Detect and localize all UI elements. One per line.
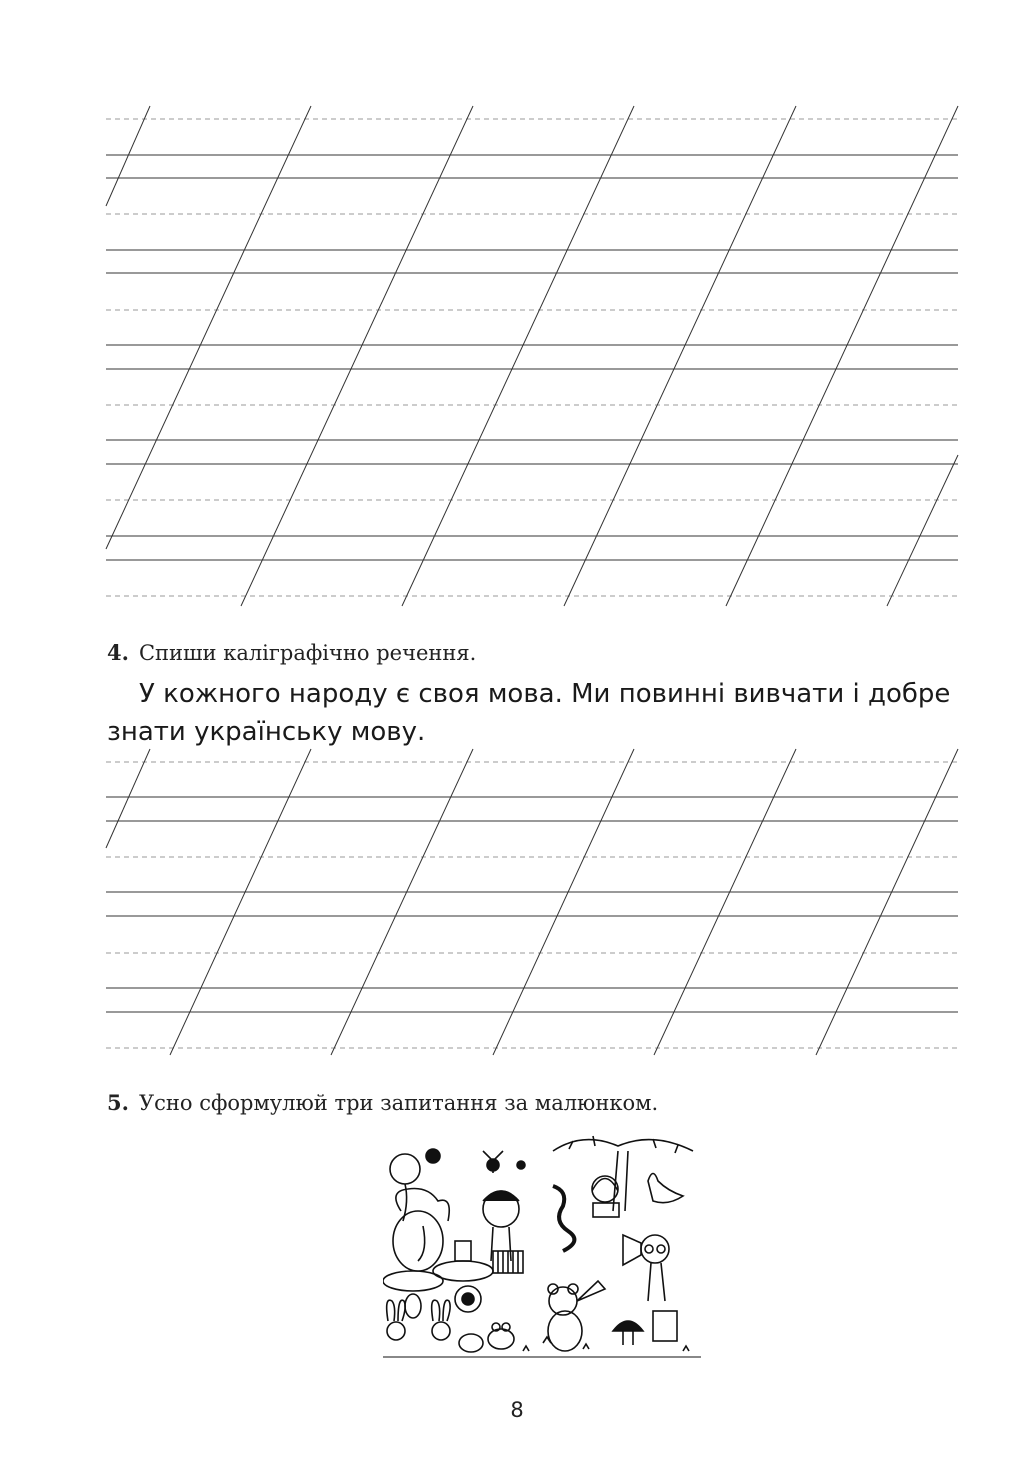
exercise-4-instruction-text: Спиши каліграфічно речення.	[138, 641, 477, 665]
balloon-shape	[390, 1154, 420, 1184]
exercise-5-number: 5.	[107, 1090, 129, 1115]
illustration-picture	[383, 1131, 701, 1363]
exercise-4-sentence: У кожного народу є своя мова. Ми повинні вивчати і добре знати українську мову.	[107, 679, 951, 747]
exercise-4-number: 4.	[107, 640, 129, 665]
exercise-5-instruction-text: Усно сформулюй три запитання за малюнком.	[138, 1091, 659, 1115]
exercise-5-instruction	[107, 1090, 658, 1115]
page-number: 8	[510, 1398, 524, 1422]
